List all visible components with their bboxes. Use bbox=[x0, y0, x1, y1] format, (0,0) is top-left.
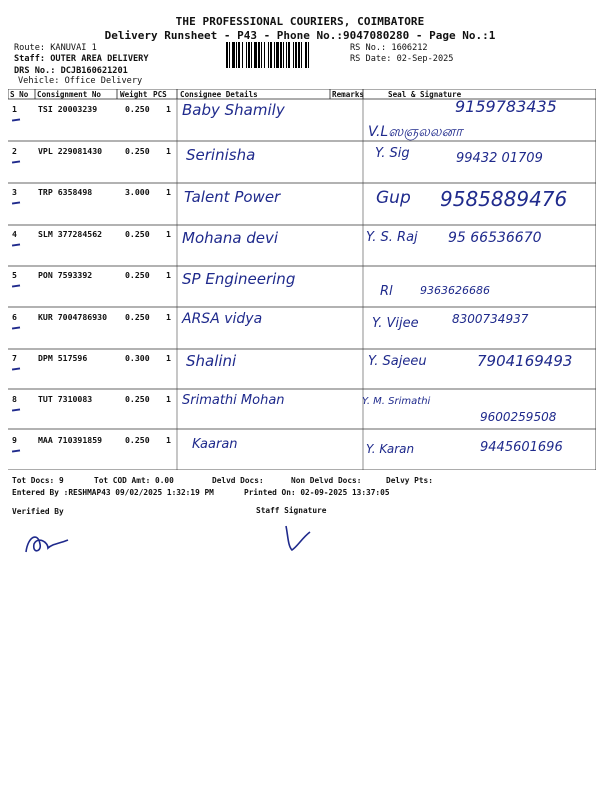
row-signature: Y. Karan bbox=[366, 442, 415, 456]
total-cod-amount: Tot COD Amt: 0.00 bbox=[94, 476, 174, 485]
non-delivered-docs: Non Delvd Docs: bbox=[291, 476, 362, 485]
col-weight: Weight bbox=[120, 90, 148, 99]
rs-date: RS Date: 02-Sep-2025 bbox=[350, 54, 454, 64]
row-sno: 5 bbox=[12, 270, 17, 280]
row-consignee: Serinisha bbox=[186, 146, 256, 164]
row-sno: 3 bbox=[12, 187, 17, 197]
row-weight: 0.250 bbox=[125, 104, 150, 114]
row-phone: 99432 01709 bbox=[456, 151, 543, 166]
staff-signature-mark bbox=[276, 520, 326, 556]
row-weight: 0.250 bbox=[125, 394, 150, 404]
row-pcs: 1 bbox=[166, 312, 171, 322]
staff-text: Staff: OUTER AREA DELIVERY bbox=[14, 54, 149, 64]
row-pcs: 1 bbox=[166, 187, 171, 197]
row-weight: 0.250 bbox=[125, 435, 150, 445]
row-signature: Y. S. Raj bbox=[366, 230, 418, 245]
row-weight: 0.250 bbox=[125, 146, 150, 156]
row-phone: 9363626686 bbox=[420, 284, 490, 297]
route-text: Route: KANUVAI 1 bbox=[14, 43, 97, 53]
entered-by: Entered By :RESHMAP43 09/02/2025 1:32:19 PM bbox=[12, 488, 214, 497]
row-pcs: 1 bbox=[166, 435, 171, 445]
row-consignment: TSI 20003239 bbox=[38, 104, 98, 114]
row-signature: V.Lஸஞலலனா bbox=[368, 124, 463, 140]
row-weight: 0.250 bbox=[125, 270, 150, 280]
row-sno: 8 bbox=[12, 394, 17, 404]
row-sno: 1 bbox=[12, 104, 17, 114]
row-consignee: ARSA vidya bbox=[182, 311, 263, 327]
row-consignment: PON 7593392 bbox=[38, 270, 93, 280]
row-consignee: Baby Shamily bbox=[182, 101, 285, 119]
row-phone: 9585889476 bbox=[440, 187, 568, 211]
row-weight: 3.000 bbox=[125, 187, 150, 197]
row-phone: 95 66536670 bbox=[448, 230, 542, 246]
row-signature: Rl bbox=[380, 284, 393, 299]
row-signature: Y. M. Srimathi bbox=[362, 396, 431, 407]
vehicle-text: Vehicle: Office Delivery bbox=[18, 76, 143, 86]
row-signature: Y. Sajeeu bbox=[368, 354, 427, 369]
drs-number: DRS No.: DCJB160621201 bbox=[14, 66, 128, 76]
col-consignment: Consignment No bbox=[37, 90, 102, 99]
delivered-docs: Delvd Docs: bbox=[212, 476, 264, 485]
row-weight: 0.250 bbox=[125, 312, 150, 322]
row-consignee: Talent Power bbox=[184, 188, 281, 206]
col-sno: S No bbox=[10, 90, 29, 99]
row-consignee: Srimathi Mohan bbox=[182, 393, 285, 408]
row-sno: 4 bbox=[12, 229, 17, 239]
row-consignment: KUR 7004786930 bbox=[38, 312, 108, 322]
row-weight: 0.300 bbox=[125, 353, 150, 363]
row-consignment: DPM 517596 bbox=[38, 353, 88, 363]
printed-on: Printed On: 02-09-2025 13:37:05 bbox=[244, 488, 390, 497]
row-pcs: 1 bbox=[166, 270, 171, 280]
row-sno: 9 bbox=[12, 435, 17, 445]
row-pcs: 1 bbox=[166, 104, 171, 114]
row-pcs: 1 bbox=[166, 394, 171, 404]
row-consignment: TUT 7310083 bbox=[38, 394, 93, 404]
row-sno: 6 bbox=[12, 312, 17, 322]
row-pcs: 1 bbox=[166, 353, 171, 363]
verified-by-label: Verified By bbox=[12, 507, 64, 516]
col-consignee: Consignee Details bbox=[180, 90, 258, 99]
row-consignment: VPL 229081430 bbox=[38, 146, 103, 156]
row-phone: 8300734937 bbox=[452, 312, 529, 326]
row-consignment: TRP 6358498 bbox=[38, 187, 93, 197]
row-weight: 0.250 bbox=[125, 229, 150, 239]
delivery-points: Delvy Pts: bbox=[386, 476, 433, 485]
row-pcs: 1 bbox=[166, 146, 171, 156]
col-remarks: Remarks bbox=[332, 90, 365, 99]
row-phone: 7904169493 bbox=[477, 352, 573, 370]
runsheet-subtitle: Delivery Runsheet - P43 - Phone No.:9047080280 - Page No.:1 bbox=[104, 29, 496, 42]
row-consignee: Kaaran bbox=[192, 437, 238, 452]
row-consignment: MAA 710391859 bbox=[38, 435, 103, 445]
col-pcs: PCS bbox=[153, 90, 167, 99]
staff-signature-label: Staff Signature bbox=[256, 506, 327, 515]
company-title: THE PROFESSIONAL COURIERS, COIMBATORE bbox=[175, 15, 425, 28]
row-consignee: Mohana devi bbox=[182, 229, 279, 247]
row-pcs: 1 bbox=[166, 229, 171, 239]
row-signature: Y. Vijee bbox=[372, 316, 419, 331]
row-phone: 9600259508 bbox=[480, 410, 557, 424]
row-consignment: SLM 377284562 bbox=[38, 229, 103, 239]
col-seal-signature: Seal & Signature bbox=[388, 90, 462, 99]
verifier-signature bbox=[18, 522, 78, 562]
row-phone: 9445601696 bbox=[480, 440, 563, 455]
barcode-image bbox=[226, 42, 346, 68]
row-sno: 7 bbox=[12, 353, 17, 363]
row-consignee: SP Engineering bbox=[182, 270, 296, 288]
row-consignee: Shalini bbox=[186, 352, 237, 370]
row-signature: Y. Sig bbox=[375, 146, 410, 161]
row-phone: 9159783435 bbox=[455, 97, 557, 116]
rs-number: RS No.: 1606212 bbox=[350, 43, 428, 53]
row-sno: 2 bbox=[12, 146, 17, 156]
row-signature: Gup bbox=[376, 188, 411, 208]
total-docs: Tot Docs: 9 bbox=[12, 476, 64, 485]
